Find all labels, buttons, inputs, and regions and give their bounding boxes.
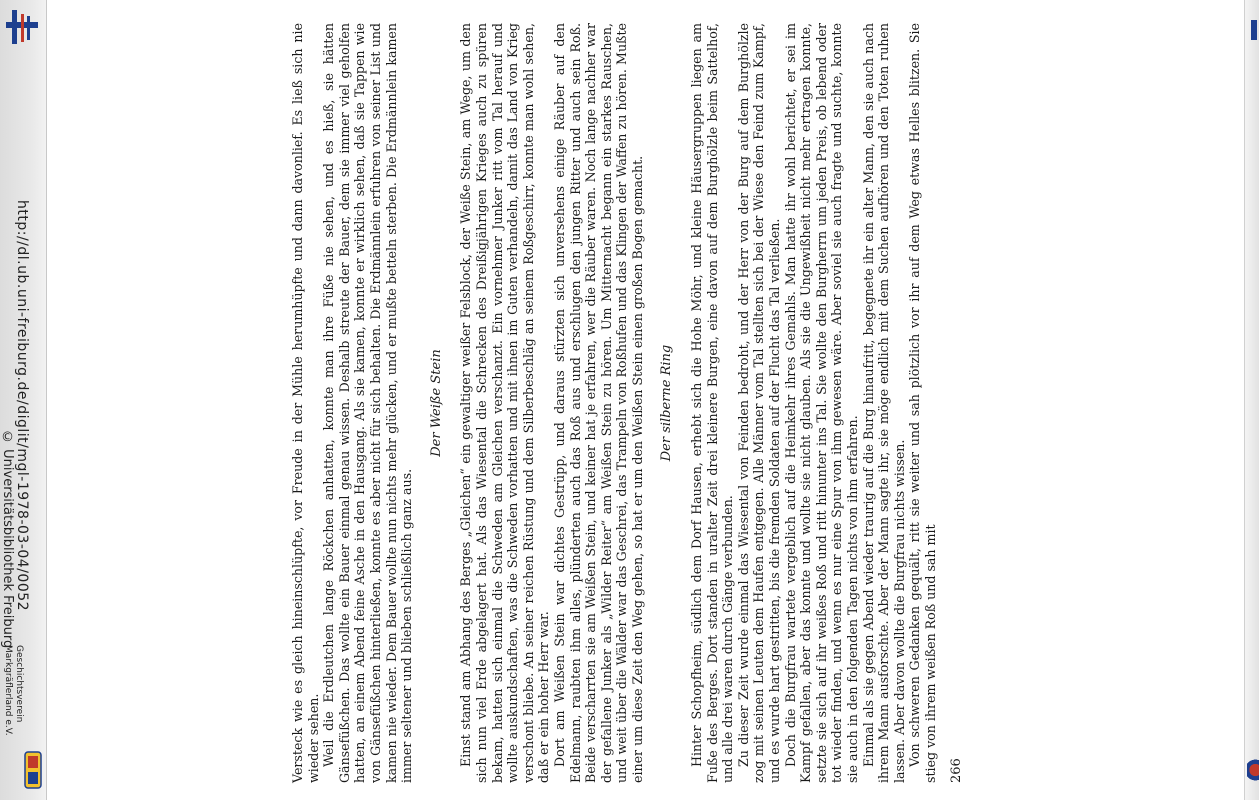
section-title-weisse-stein: Der Weiße Stein [428,349,444,457]
page-text-flow [290,3,964,803]
society-crest-icon [24,750,42,790]
section2-paragraph: Doch die Burgfrau wartete vergeblich auf die Heimkehr ihres Gemahls. Man hatte ihr wohl berichtet, er sei im Kampf gefallen, aber das konnte und wollte sie nicht glauben. Als sie die Ungewißheit nicht mehr ertragen konnte, setzte sie sich auf ihr weißes Roß und ritt hinunter ins Tal. Sie wollte den Burgherrn um jeden Preis, ob lebend oder tot wieder finden, und wenn es nur eine Spur von ihm gewesen wäre. Aber soviel sie auch fragte und suchte, konnte sie auch in den folgenden Tagen nichts von ihm erfahren. [782,23,860,783]
page-content [290,3,964,803]
scanned-page [195,23,995,783]
society-line1: Geschichtsverein [14,645,24,723]
page-number: 266 [948,758,964,783]
copyright-notice: © Universitätsbibliothek Freiburg [0,430,15,649]
document-url[interactable]: http://dl.ub.uni-freiburg.de/diglit/mgl-1978-03-04/0052 [14,200,30,612]
library-logo-icon [4,6,40,48]
viewer-sidebar [0,0,47,800]
intro-paragraph: Versteck wie es gleich hineinschlüpfte, vor Freude in der Mühle herumhüpfte und dann davonlief. Es ließ sich nie wieder sehen. [290,23,321,783]
next-page-logo-icon [1251,20,1257,40]
intro-paragraph: Weil die Erdleutchen lange Röckchen anhatten, konnte man ihre Füße nie sehen, und es hieß, sie hätten Gänsefüßchen. Das wollte ein Bauer einmal genau wissen. Deshalb streute der Bauer, dem sie immer viel geholfen hatten, an einem Abend feine Asche in den Hausgang. Als sie kamen, konnte er wirklich sehen, daß sie Tappen wie von Gänsefüßchen hinterließen, konnte es aber nicht für sich behalten. Die Erdmännlein erfuhren von seiner List und kamen nie wieder. Dem Bauer wollte nun nichts mehr glücken, und er mußte betteln sterben. Die Erdmännlein kamen immer seltener und blieben schließlich ganz aus. [321,23,415,783]
society-line2: Markgräflerland e.V. [3,645,13,736]
section2-paragraph: Einmal als sie gegen Abend wieder traurig auf die Burg hinaufritt, begegnete ihr ein alter Mann, den sie auch nach ihrem Mann ausforschte. Aber der Mann sagte ihr, sie möge endlich mit dem Suchen aufhören und den Toten ruhen lassen. Aber davon wollte die Burgfrau nichts wissen. [860,23,907,783]
section2-paragraph: Zu dieser Zeit wurde einmal das Wiesental von Feinden bedroht, und der Herr von der Burg auf dem Burghölzle zog mit seinen Leuten dem Haufen entgegen. Alle Männer vom Tal stellten sich bei der Wiese den Feind zum Kampf, und es wurde hart gestritten, bis die fremden Soldaten auf der Flucht das Tal verließen. [735,23,783,783]
section2-paragraph: Hinter Schopfheim, südlich dem Dorf Hausen, erhebt sich die Hohe Möhr, und kleine Häusergruppen liegen am Fuße des Berges. Dort standen in uralter Zeit drei kleinere Burgen, eine davon auf dem Burghölzle beim Sattelhof, und alle drei waren durch Gänge verbunden. [689,23,736,783]
section-title-silberne-ring: Der silberne Ring [659,344,675,462]
next-page-crest-icon [1247,755,1259,785]
society-name [2,645,24,745]
section2-paragraph: Von schweren Gedanken gequält, ritt sie weiter und sah plötzlich vor ihr auf dem Weg etwas Helles blitzen. Sie stieg von ihrem weißen Roß und sah mit [907,23,938,783]
section1-paragraph: Einst stand am Abhang des Berges „Gleichen“ ein gewaltiger weißer Felsblock, der Weiße Stein, am Wege, um den sich nun viel Erde abgelagert hat. Als das Wiesental die Schrecken des Dreißigjährigen Krieges auch zu spüren bekam, hatten sich einmal die Schweden am Gleichen verschanzt. Ein vornehmer Junker ritt vom Tal herauf und wollte auskundschaften, was die Schweden vorhatten und mit ihnen im Guten verhandeln, damit das Land von Krieg verschont bliebe. An seiner reichen Rüstung und dem Silberbeschläg an seinem Roßgeschirr, konnte man wohl sehen, daß er ein hoher Herr war. [458,23,552,783]
right-viewer-edge [1244,0,1259,800]
page-rotated [290,3,964,803]
section1-paragraph: Dort am Weißen Stein war dichtes Gestrüpp, und daraus stürzten sich unversehens einige Räuber auf den Edelmann, raubten ihm alles, plünderten auch das Roß aus und erschlugen den jungen Ritter und auch sein Roß. Beide verscharrten sie am Weißen Stein, und keiner hat je erfahren, wer die Räuber waren. Noch lange nachher war der gefallene Junker als „Wilder Reiter“ am Weißen Stein zu hören. Um Mitternacht begann ein starkes Rauschen, und weit über die Wälder war das Geschrei, das Trampeln von Roßhufen und das Klingen der Waffen zu hören. Mußte einer um diese Zeit den Weg gehen, so hat er um den Weißen Stein einen großen Bogen gemacht. [551,23,645,783]
